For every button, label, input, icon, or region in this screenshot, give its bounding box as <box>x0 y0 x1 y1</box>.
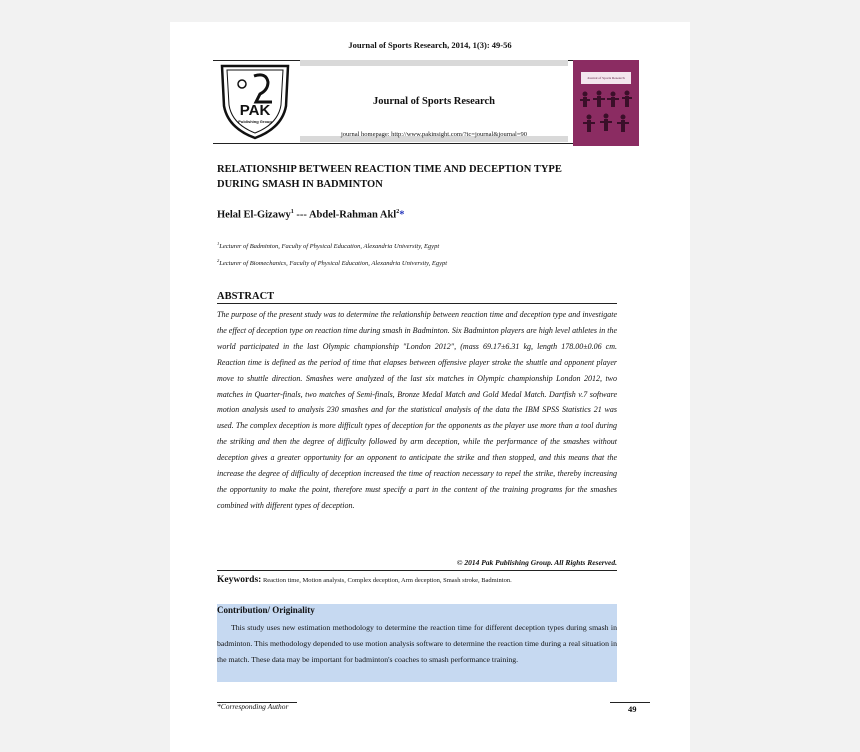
affiliation-2-mark: 2 <box>217 258 220 263</box>
article-title <box>217 162 617 192</box>
logo-text: PAK <box>239 102 271 119</box>
affiliation-1 <box>217 241 617 250</box>
author-1: Helal El-Gizawy <box>217 209 291 221</box>
copyright-notice: © 2014 Pak Publishing Group. All Rights Reserved. <box>456 558 617 567</box>
abstract-text: The purpose of the present study was to determine the relationship between reaction time and deception type and investigate the effect of deception type on reaction time during smash in Badminton. Six Badminton players are high level athletes in the world participated in the last Olympic championship "London 2012", (mass 69.17±6.31 kg, length 178.00±0.06 cm. Reaction time is defined as the period of time that elapses between offensive player stroke the shuttle and opponent player move to shuttle direction. Smashes were analyzed of the last six matches in Olympic championship London 2012, two matches in Quarter-finals, two matches of Semi-finals, Bronze Medal Match and Gold Medal Match. Dartfish v.7 software motion analysis used to analysis 230 smashes and for the statistical analysis of the data the IBM SPSS Statistics 21 was used. The complex deception is more difficult types of deception for the opponents as the player use more than a tool during the striking and then the degree of difficulty followed by arm deception, while the performance of the smashes without deception gives a greater opportunity for an opponent to anticipate the strike and then stopped, and this means that the increase the degree of difficulty of deception increased the time of reaction necessary to repel the strike, thereby increasing the opportunity to make the point, therefore must specify a part in the content of the training programs for the smashes combined with different types of deception. <box>217 310 617 510</box>
author-1-affiliation-mark: 1 <box>290 209 294 215</box>
journal-cover-image <box>573 60 639 146</box>
pak-logo <box>216 62 294 140</box>
corresponding-author-footnote: *Corresponding Author <box>217 702 289 711</box>
author-separator: --- <box>293 209 309 221</box>
keywords <box>217 575 617 585</box>
paper-page <box>170 22 690 752</box>
author-2: Abdel-Rahman Akl <box>308 209 397 221</box>
logo-subtext: Publishing Group <box>238 119 272 124</box>
affiliation-1-text: Lecturer of Badminton, Faculty of Physical Education, Alexandria University, Egypt <box>219 243 440 251</box>
header-bar-top <box>300 60 568 66</box>
corresponding-author-link[interactable]: * <box>399 209 405 221</box>
contribution-heading: Contribution/ Originality <box>217 605 315 615</box>
abstract-heading: ABSTRACT <box>217 291 617 304</box>
journal-name: Journal of Sports Research <box>372 96 495 107</box>
contribution-text: This study uses new estimation methodology to determine the reaction time for different deception types during smash in badminton. This methodology depended to use motion analysis software to determine the reaction time during a real situation in the match. These data may be important for badminton's coaches to smash performance training. <box>217 623 617 664</box>
affiliation-2-text: Lecturer of Biomechanics, Faculty of Physical Education, Alexandria University, Egypt <box>219 260 448 268</box>
journal-homepage: journal homepage: http://www.pakinsight.com/?ic=journal&journal=90 <box>341 131 527 138</box>
author-2-affiliation-mark: 2 <box>396 209 400 215</box>
author-list <box>217 209 617 221</box>
keywords-divider <box>217 570 617 571</box>
page-number-divider <box>610 702 650 703</box>
cover-title: Journal of Sports Research <box>581 72 631 84</box>
keywords-label: Keywords: <box>217 575 262 585</box>
title-line-2: DURING SMASH IN BADMINTON <box>217 179 383 190</box>
keywords-text: Reaction time, Motion analysis, Complex deception, Arm deception, Smash stroke, Badminton. <box>261 577 512 584</box>
affiliation-1-mark: 1 <box>217 241 220 246</box>
title-line-1: RELATIONSHIP BETWEEN REACTION TIME AND DECEPTION TYPE <box>217 164 562 175</box>
athletes-silhouettes <box>577 88 635 140</box>
journal-citation: Journal of Sports Research, 2014, 1(3): 49-56 <box>348 40 512 50</box>
affiliation-2 <box>217 258 617 267</box>
page-number: 49 <box>628 704 637 714</box>
